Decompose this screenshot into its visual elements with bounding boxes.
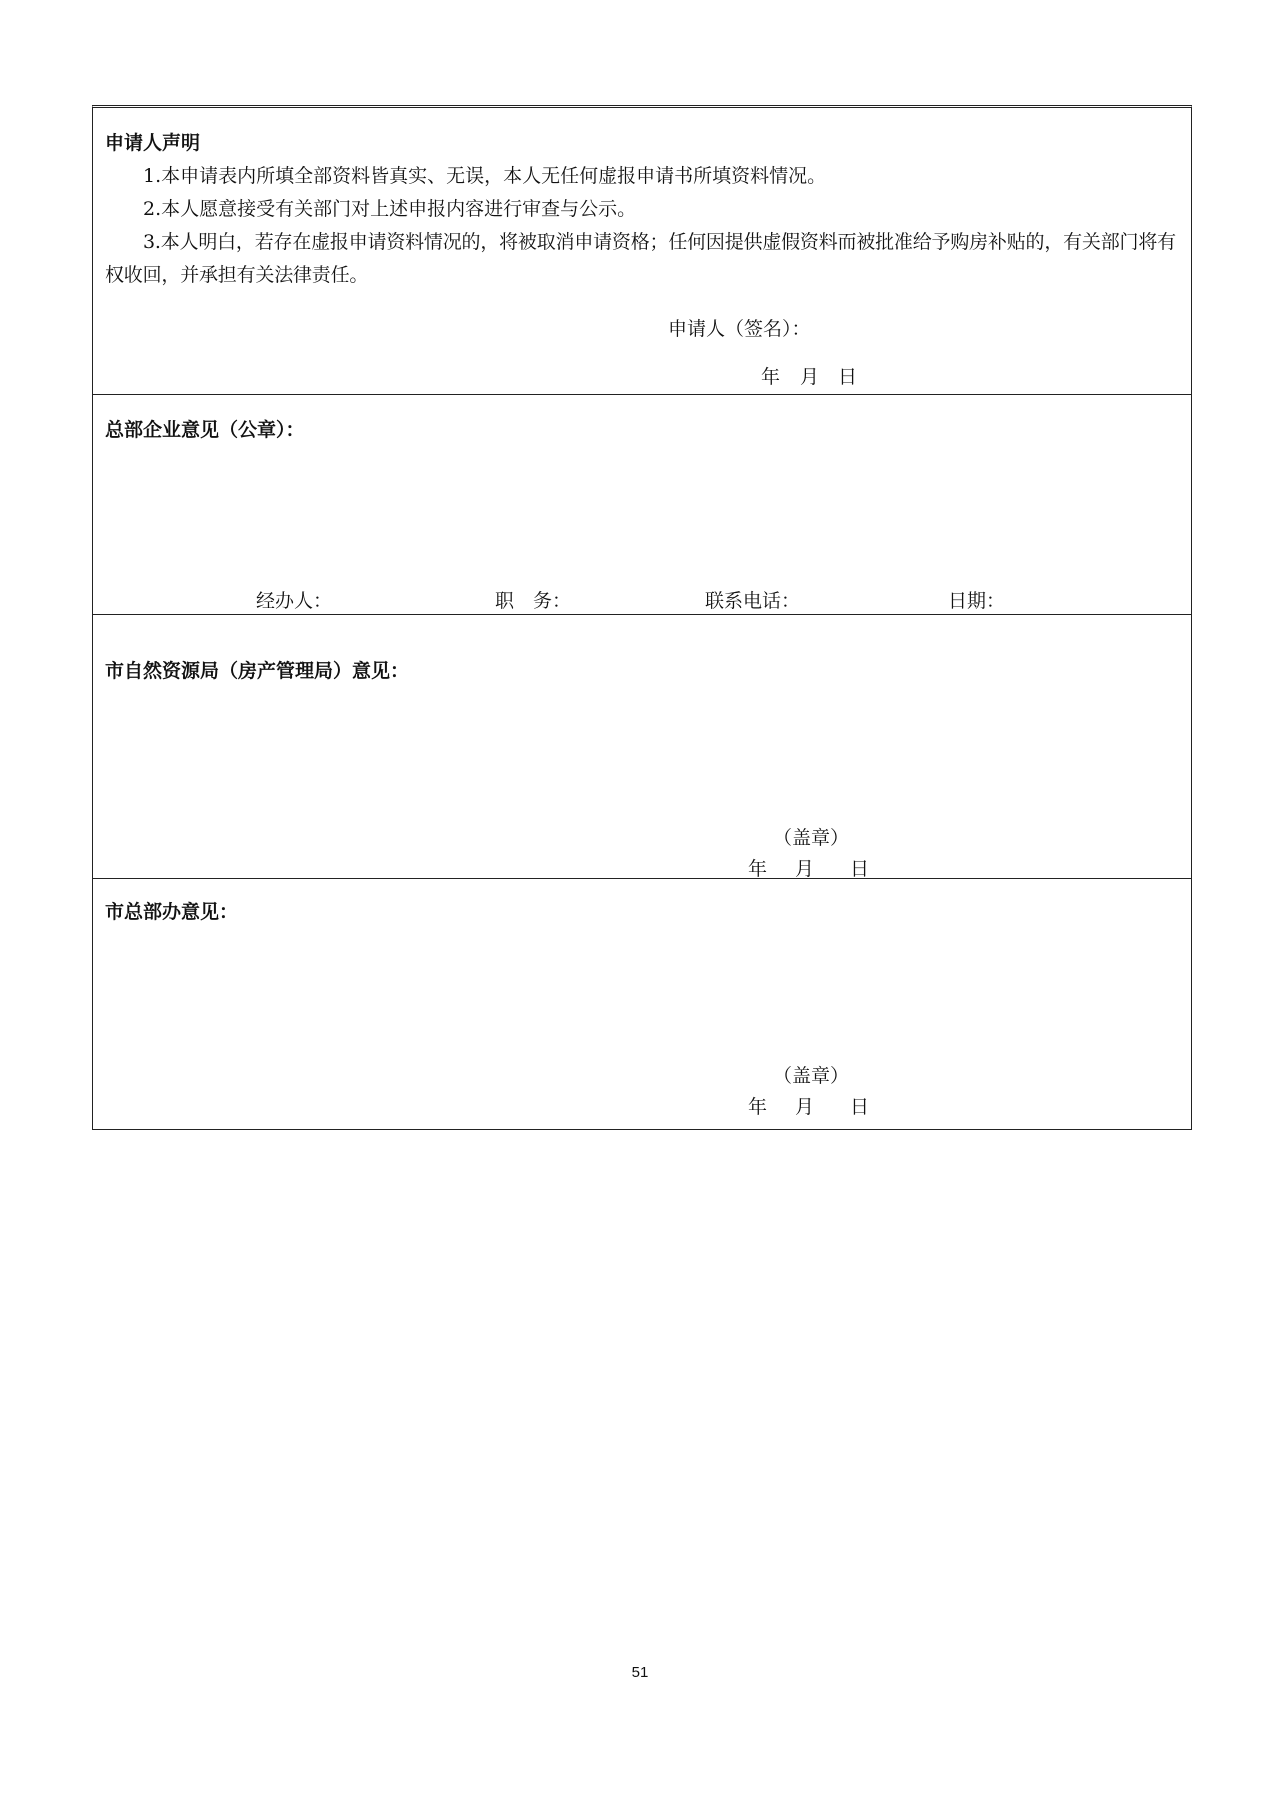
- resources-bureau-month-label: 月: [795, 858, 815, 880]
- page-number: 51: [631, 1664, 649, 1681]
- declaration-year-label: 年: [761, 366, 781, 388]
- declaration-item-1: 1.本申请表内所填全部资料皆真实、无误，本人无任何虚报申请书所填资料情况。: [143, 165, 827, 187]
- hq-office-month-label: 月: [795, 1096, 815, 1118]
- applicant-signature-label: 申请人（签名）：: [668, 318, 811, 340]
- hq-office-year-label: 年: [748, 1096, 768, 1118]
- declaration-item-3: 3.本人明白，若存在虚报申请资料情况的，将被取消申请资格；任何因提供虚假资料而被批准给予购房补贴的，有关部门将有权收回，并承担有关法律责任。: [105, 231, 1176, 286]
- hq-office-heading: 市总部办意见：: [105, 901, 239, 923]
- declaration-item-2: 2.本人愿意接受有关部门对上述申报内容进行审查与公示。: [143, 198, 637, 220]
- resources-bureau-heading: 市自然资源局（房产管理局）意见：: [105, 660, 410, 682]
- declaration-month-label: 月: [800, 366, 820, 388]
- position-label: 职 务：: [495, 590, 572, 612]
- resources-bureau-seal-label: （盖章）: [773, 827, 850, 849]
- resources-bureau-day-label: 日: [850, 858, 870, 880]
- applicant-declaration-section: [93, 108, 1191, 395]
- resources-bureau-year-label: 年: [748, 858, 768, 880]
- contact-phone-label: 联系电话：: [705, 590, 801, 612]
- declaration-day-label: 日: [838, 366, 858, 388]
- resources-bureau-opinion-section: [93, 615, 1191, 879]
- hq-office-opinion-section: [93, 879, 1191, 1130]
- hq-office-seal-label: （盖章）: [773, 1065, 850, 1087]
- application-form-table: [92, 105, 1192, 1130]
- handler-label: 经办人：: [256, 590, 333, 612]
- enterprise-opinion-section: [93, 395, 1191, 615]
- date-label: 日期：: [948, 590, 1006, 612]
- hq-office-day-label: 日: [850, 1096, 870, 1118]
- declaration-heading: 申请人声明: [105, 132, 201, 154]
- enterprise-opinion-heading: 总部企业意见（公章）：: [105, 419, 305, 441]
